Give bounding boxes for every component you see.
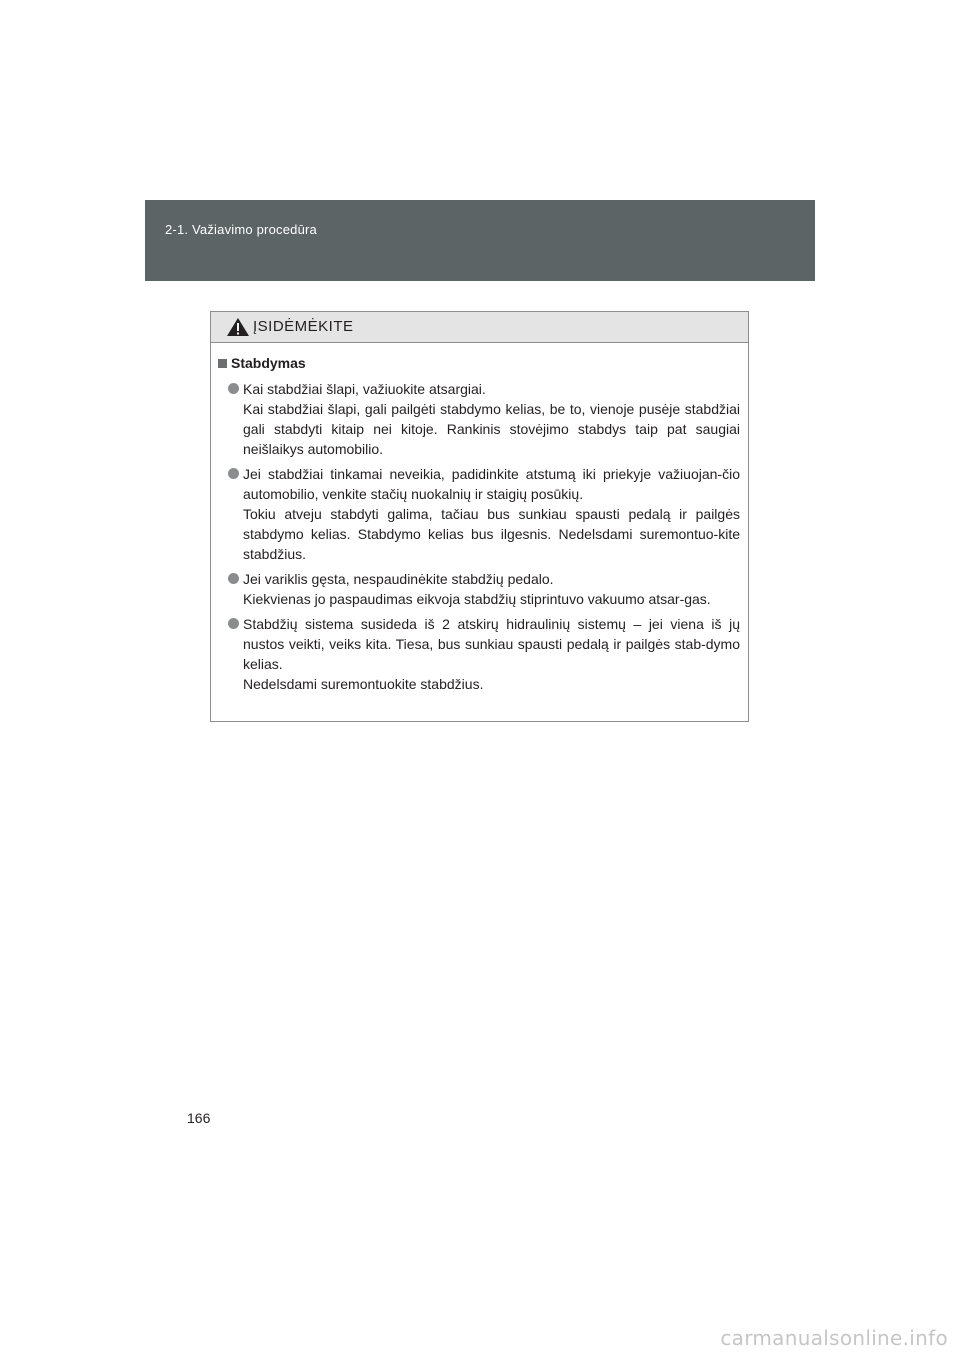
warning-box [210, 311, 749, 722]
page-number: 166 [187, 1110, 211, 1126]
warning-triangle-icon [226, 317, 250, 337]
item-text: Kiekvienas jo paspaudimas eikvoja stabdžių stiprintuvo vakuumo atsar-gas. [243, 591, 711, 607]
item-lead: Kai stabdžiai šlapi, važiuokite atsargiai. [243, 381, 486, 397]
square-bullet-icon [218, 359, 227, 368]
item-lead: Jei stabdžiai tinkamai neveikia, padidinkite atstumą iki priekyje važiuojan-čio automobilio, venkite stačių nuokalnių ir staigių posūkių. [243, 466, 740, 502]
subsection-heading [218, 355, 740, 371]
bullet-icon [228, 618, 239, 629]
item-lead: Stabdžių sistema susideda iš 2 atskirų hidraulinių sistemų – jei viena iš jų nustos veikti, veiks kita. Tiesa, bus sunkiau spausti pedalą ir pailgės stab-dymo kelias. [243, 616, 740, 672]
section-title: 2-1. Važiavimo procedūra [165, 222, 317, 237]
item-text: Nedelsdami suremontuokite stabdžius. [243, 676, 484, 692]
item-lead: Jei variklis gęsta, nespaudinėkite stabdžių pedalo. [243, 571, 554, 587]
section-header-band [145, 200, 815, 281]
item-text: Kai stabdžiai šlapi, gali pailgėti stabdymo kelias, be to, vienoje pusėje stabdžiai gali stabdyti kitaip nei kitoje. Rankinis stovėjimo stabdys taip pat saugiai neišlaikys automobilio. [243, 401, 740, 457]
bullet-icon [228, 573, 239, 584]
warning-body [211, 343, 748, 694]
bullet-icon [228, 468, 239, 479]
warning-header [211, 312, 748, 343]
item-text: Tokiu atveju stabdyti galima, tačiau bus sunkiau spausti pedalą ir pailgės stabdymo kelias. Stabdymo kelias bus ilgesnis. Nedelsdami suremontuo-kite stabdžius. [243, 506, 740, 562]
warning-title: ĮSIDĖMĖKITE [253, 318, 354, 335]
list-item [218, 569, 740, 609]
bullet-icon [228, 383, 239, 394]
watermark: carmanualsonline.info [720, 1326, 948, 1350]
list-item [218, 464, 740, 564]
subsection-heading-text: Stabdymas [231, 355, 306, 371]
list-item [218, 614, 740, 694]
list-item [218, 379, 740, 459]
